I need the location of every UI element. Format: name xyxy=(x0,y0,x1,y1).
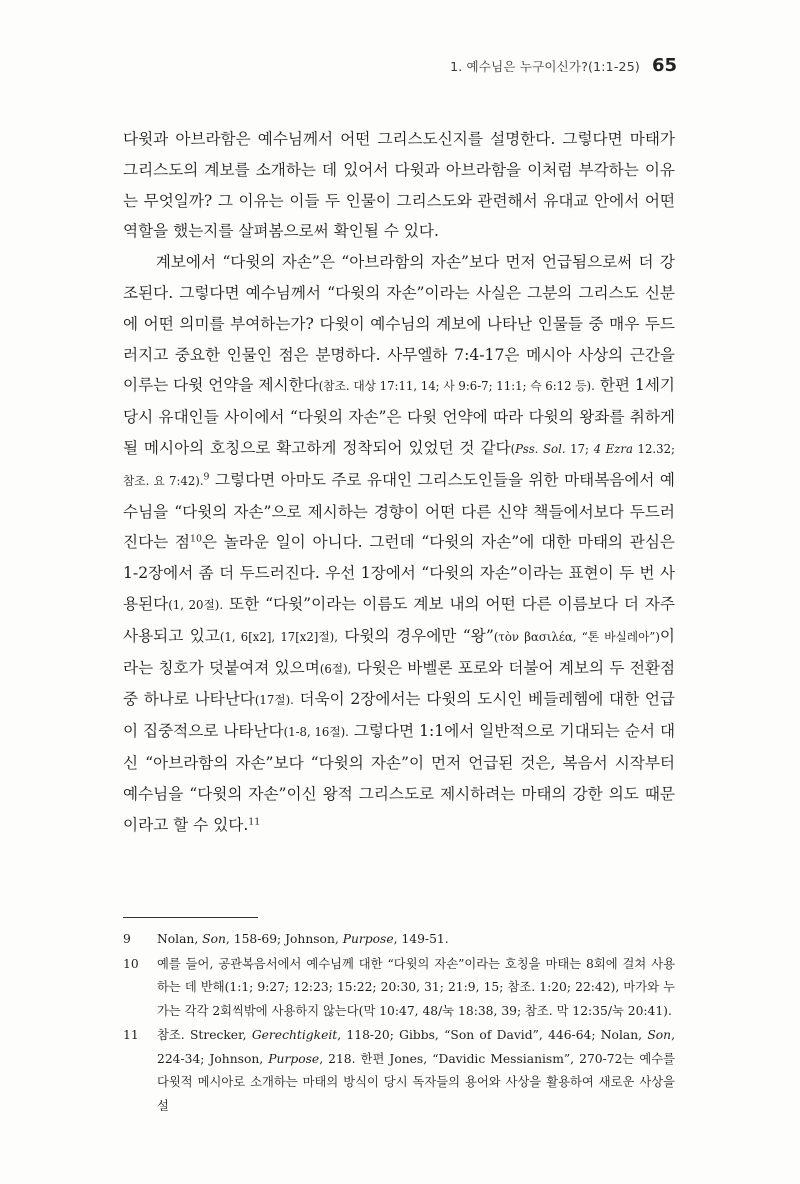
citation-note: (17절). xyxy=(254,693,294,708)
text-run: 은 놀라운 일이 아니다. 그런데 “다윗의 자손”에 대한 마태의 관심은 1-2장에서 좀 더 두드러진다. 우선 1장에서 “다윗의 자손”이라는 표현이 두 번 사용된다 xyxy=(123,533,675,613)
footnote-11 xyxy=(123,1024,675,1118)
citation-note: (참조. 대상 17:11, 14; 사 9:6-7; 11:1; 슥 6:12 등). xyxy=(318,379,595,394)
text-run: 그렇다면 1:1에서 일반적으로 기대되는 순서 대신 “아브라함의 자손”보다 “다윗의 자손”이 먼저 언급된 것은, 복음서 시작부터 예수님을 “다윗의 자손”이신 왕적 그리스도로 제시하려는 마태의 강한 의도 때문이라고 할 수 있다. xyxy=(123,722,676,834)
citation-title: Pss. Sol. xyxy=(515,441,566,456)
body-text xyxy=(123,124,675,840)
footnote-divider xyxy=(123,917,258,918)
text-run: 한편 1세기 당시 유대인들 사이에서 “다윗의 자손”은 다윗 언약에 따라 다윗의 왕좌를 취하게 될 메시아의 호칭으로 확고하게 정착되어 있었던 것 같다 xyxy=(123,376,675,457)
citation-note: (1-8, 16절). xyxy=(283,725,349,740)
text-run: 또한 “다윗”이라는 이름도 계보 내의 어떤 다른 이름보다 더 자주 사용되고 있고 xyxy=(123,594,675,645)
text-run: , 118-20; Gibbs, “Son of David”, 446-64; Nolan, xyxy=(337,1028,648,1042)
text-run: 다윗의 경우에만 “왕” xyxy=(337,626,494,645)
text-run: Nolan, xyxy=(157,932,203,946)
footnote-number: 10 xyxy=(123,956,139,971)
text-run: 계보에서 “다윗의 자손”은 “아브라함의 자손”보다 먼저 언급됨으로써 더 강조된다. 그렇다면 예수님께서 “다윗의 자손”이라는 사실은 그분의 그리스도 신분에 어떤 의미를 부여하는가? 다윗이 예수님의 계보에 나타난 인물들 중 매우 두드러지고 중요한 인물인 점은 분명하다. 사무엘하 7:4-17은 메시아 사상의 근간을 이루는 다윗 언약을 제시한다 xyxy=(123,253,675,395)
text-run: , 158-69; Johnson, xyxy=(225,932,343,946)
citation-note: (1, 20절). xyxy=(168,597,224,612)
text-run: , 149-51. xyxy=(393,932,449,946)
text-run: 참조. Strecker, xyxy=(157,1028,252,1042)
text-run: 다윗은 바벨론 포로와 더불어 계보의 두 전환점 중 하나로 나타난다 xyxy=(123,658,676,709)
text-run: 이라는 칭호가 덧붙여져 있으며 xyxy=(123,626,675,677)
book-title: Son xyxy=(647,1028,672,1042)
footnote-9 xyxy=(123,928,675,952)
footnote-text xyxy=(157,928,675,952)
footnotes xyxy=(123,928,675,1119)
citation-text: 12.32; 참조. 요 7:42). xyxy=(123,441,675,488)
footnote-ref-10[interactable]: 10 xyxy=(189,533,202,545)
paragraph-2 xyxy=(123,247,675,840)
citation-note: (6절), xyxy=(319,661,352,676)
paragraph-1: 다윗과 아브라함은 예수님께서 어떤 그리스도신지를 설명한다. 그렇다면 마태가 그리스도의 계보를 소개하는 데 있어서 다윗과 아브라함을 이처럼 부각하는 이유는 무엇일까? 그 이유는 이들 두 인물이 그리스도와 관련해서 유대교 안에서 어떤 역할을 했는지를 살펴봄으로써 확인될 수 있다. xyxy=(123,130,675,241)
text-run: 그렇다면 아마도 주로 유대인 그리스도인들을 위한 마태복음에서 예수님을 “다윗의 자손”으로 제시하는 경향이 어떤 다른 신약 책들에서보다 두드러진다는 점 xyxy=(123,470,675,552)
text-run: , 218. 한편 Jones, “Davidic Messianism”, 270-72는 예수를 다윗적 메시아로 소개하는 마태의 방식이 당시 독자들의 용어와 사상을 활용하여 새로운 사상을 설 xyxy=(157,1051,675,1113)
footnote-ref-9[interactable]: 9 xyxy=(203,471,210,483)
citation-note: (1, 6[x2], 17[x2]절), xyxy=(219,629,338,644)
page-number: 65 xyxy=(651,55,677,76)
book-title: Son xyxy=(202,932,226,946)
citation-title: 4 Ezra xyxy=(593,441,633,456)
text-run: , 224-34; Johnson, xyxy=(157,1028,675,1066)
page-header xyxy=(100,55,677,85)
running-title: 1. 예수님은 누구이신가?(1:1-25) xyxy=(450,59,640,74)
footnote-10 xyxy=(123,953,675,1024)
book-title: Purpose xyxy=(268,1051,320,1066)
footnote-number: 9 xyxy=(123,932,131,946)
citation-text: 17; xyxy=(565,441,594,456)
citation-text: ( xyxy=(510,441,516,456)
book-title: Gerechtigkeit xyxy=(251,1028,338,1042)
footnote-number: 11 xyxy=(123,1028,139,1042)
text-run: 더욱이 2장에서는 다윗의 도시인 베들레헴에 대한 언급이 집중적으로 나타난다 xyxy=(123,690,675,741)
footnote-text: 예를 들어, 공관복음서에서 예수님께 대한 “다윗의 자손”이라는 호칭을 마태는 8회에 걸쳐 사용하는 데 반해(1:1; 9:27; 12:23; 15:22; 20:30, 31; 21:9, 15; 참조. 1:20; 22:42), 마가와 누가는 각각 2회씩밖에 사용하지 않는다(막 10:47, 48/눅 18:38, 39; 참조. 막 12:35/눅 20:41). xyxy=(157,956,675,1018)
footnote-ref-11[interactable]: 11 xyxy=(248,815,261,827)
book-title: Purpose xyxy=(342,932,394,946)
greek-note: (τὸν βασιλέα, “톤 바실레아”) xyxy=(493,629,660,644)
footnote-text xyxy=(157,1024,675,1118)
